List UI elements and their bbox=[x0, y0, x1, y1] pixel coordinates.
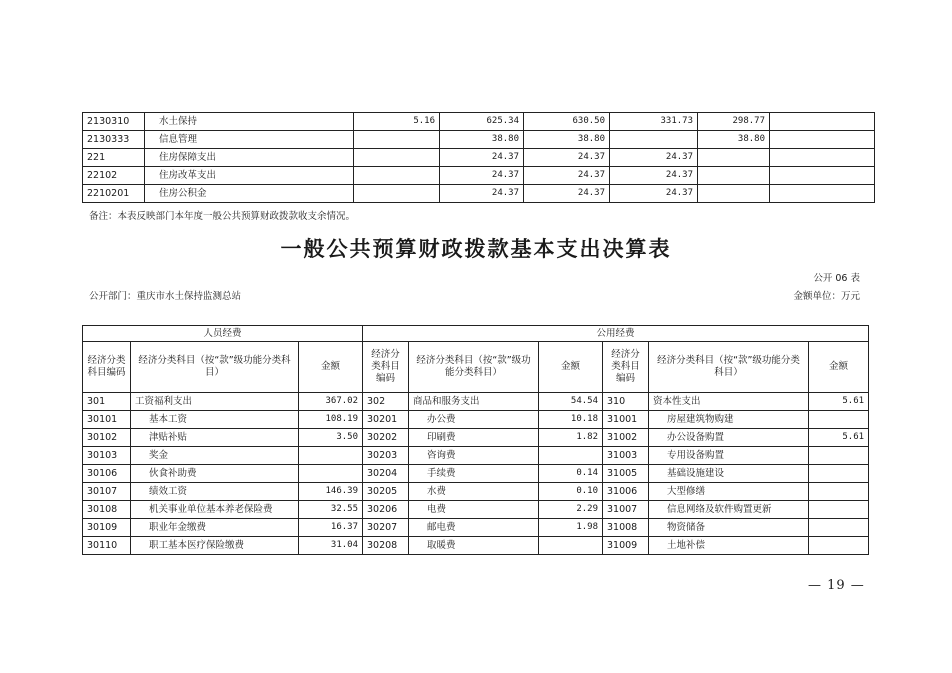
cell-ca bbox=[809, 537, 869, 555]
cell-c1 bbox=[354, 131, 440, 149]
cell-c6 bbox=[770, 113, 875, 131]
group-public: 公用经费 bbox=[363, 326, 869, 342]
cell-pn: 津贴补贴 bbox=[131, 429, 299, 447]
cell-name: 住房保障支出 bbox=[145, 149, 354, 167]
cell-un: 办公费 bbox=[409, 411, 539, 429]
cell-ua: 54.54 bbox=[539, 393, 603, 411]
cell-cc: 31001 bbox=[603, 411, 649, 429]
cell-c5: 38.80 bbox=[698, 131, 770, 149]
cell-c3: 24.37 bbox=[524, 149, 610, 167]
cell-pa: 146.39 bbox=[299, 483, 363, 501]
cell-uc: 30202 bbox=[363, 429, 409, 447]
header-code: 经济分类科目编码 bbox=[363, 342, 409, 393]
header-amount: 金额 bbox=[809, 342, 869, 393]
cell-c6 bbox=[770, 131, 875, 149]
cell-c1 bbox=[354, 149, 440, 167]
top-table bbox=[82, 112, 875, 203]
table-row bbox=[83, 411, 869, 429]
cell-uc: 30206 bbox=[363, 501, 409, 519]
cell-cn: 专用设备购置 bbox=[649, 447, 809, 465]
cell-pn: 职工基本医疗保险缴费 bbox=[131, 537, 299, 555]
cell-un: 商品和服务支出 bbox=[409, 393, 539, 411]
cell-code: 22102 bbox=[83, 167, 145, 185]
cell-c5 bbox=[698, 167, 770, 185]
cell-c1 bbox=[354, 167, 440, 185]
cell-ua: 1.98 bbox=[539, 519, 603, 537]
cell-pa: 31.04 bbox=[299, 537, 363, 555]
cell-c1: 5.16 bbox=[354, 113, 440, 131]
cell-ua: 0.10 bbox=[539, 483, 603, 501]
header-amount: 金额 bbox=[539, 342, 603, 393]
department-label: 公开部门：重庆市水土保持监测总站 bbox=[89, 291, 242, 302]
cell-ua: 1.82 bbox=[539, 429, 603, 447]
cell-un: 咨询费 bbox=[409, 447, 539, 465]
cell-pc: 30101 bbox=[83, 411, 131, 429]
cell-cn: 信息网络及软件购置更新 bbox=[649, 501, 809, 519]
table-row bbox=[83, 429, 869, 447]
column-header-row bbox=[83, 342, 869, 393]
cell-uc: 30208 bbox=[363, 537, 409, 555]
cell-cn: 房屋建筑物购建 bbox=[649, 411, 809, 429]
cell-c2: 38.80 bbox=[440, 131, 524, 149]
cell-c6 bbox=[770, 149, 875, 167]
header-amount: 金额 bbox=[299, 342, 363, 393]
cell-pa: 3.50 bbox=[299, 429, 363, 447]
top-table-body bbox=[83, 113, 875, 203]
cell-cc: 31008 bbox=[603, 519, 649, 537]
cell-ca bbox=[809, 465, 869, 483]
table-row bbox=[83, 393, 869, 411]
cell-cn: 办公设备购置 bbox=[649, 429, 809, 447]
cell-c5 bbox=[698, 185, 770, 203]
cell-pa: 32.55 bbox=[299, 501, 363, 519]
header-code: 经济分类科目编码 bbox=[83, 342, 131, 393]
cell-c4: 331.73 bbox=[610, 113, 698, 131]
cell-c4 bbox=[610, 131, 698, 149]
cell-pn: 基本工资 bbox=[131, 411, 299, 429]
cell-un: 邮电费 bbox=[409, 519, 539, 537]
cell-pc: 30102 bbox=[83, 429, 131, 447]
table-row bbox=[83, 447, 869, 465]
cell-c4: 24.37 bbox=[610, 185, 698, 203]
cell-ua: 0.14 bbox=[539, 465, 603, 483]
cell-cc: 31009 bbox=[603, 537, 649, 555]
cell-c5: 298.77 bbox=[698, 113, 770, 131]
header-name: 经济分类科目（按“款”级功能分类科目） bbox=[131, 342, 299, 393]
page-title: 一般公共预算财政拨款基本支出决算表 bbox=[280, 236, 672, 261]
cell-un: 手续费 bbox=[409, 465, 539, 483]
cell-cn: 物资储备 bbox=[649, 519, 809, 537]
table-row bbox=[83, 185, 875, 203]
cell-c6 bbox=[770, 167, 875, 185]
cell-ua bbox=[539, 447, 603, 465]
cell-pn: 奖金 bbox=[131, 447, 299, 465]
cell-uc: 30205 bbox=[363, 483, 409, 501]
cell-c4: 24.37 bbox=[610, 149, 698, 167]
cell-un: 电费 bbox=[409, 501, 539, 519]
main-table bbox=[82, 325, 869, 555]
cell-pn: 绩效工资 bbox=[131, 483, 299, 501]
cell-pn: 伙食补助费 bbox=[131, 465, 299, 483]
cell-cc: 31002 bbox=[603, 429, 649, 447]
cell-uc: 30207 bbox=[363, 519, 409, 537]
cell-ca bbox=[809, 483, 869, 501]
cell-cc: 31005 bbox=[603, 465, 649, 483]
cell-pa bbox=[299, 465, 363, 483]
cell-uc: 30203 bbox=[363, 447, 409, 465]
cell-ca bbox=[809, 447, 869, 465]
cell-cc: 31006 bbox=[603, 483, 649, 501]
cell-c5 bbox=[698, 149, 770, 167]
cell-code: 2210201 bbox=[83, 185, 145, 203]
cell-c2: 625.34 bbox=[440, 113, 524, 131]
cell-pn: 工资福利支出 bbox=[131, 393, 299, 411]
cell-uc: 30204 bbox=[363, 465, 409, 483]
table-row bbox=[83, 167, 875, 185]
cell-pc: 301 bbox=[83, 393, 131, 411]
cell-cn: 土地补偿 bbox=[649, 537, 809, 555]
cell-ua bbox=[539, 537, 603, 555]
cell-ca bbox=[809, 519, 869, 537]
table-row bbox=[83, 537, 869, 555]
cell-cc: 31007 bbox=[603, 501, 649, 519]
cell-ua: 10.18 bbox=[539, 411, 603, 429]
cell-c6 bbox=[770, 185, 875, 203]
cell-code: 2130310 bbox=[83, 113, 145, 131]
table-row bbox=[83, 149, 875, 167]
cell-ca: 5.61 bbox=[809, 393, 869, 411]
page-number: — 19 — bbox=[808, 578, 865, 593]
table-row bbox=[83, 113, 875, 131]
unit-label: 金额单位：万元 bbox=[793, 291, 860, 302]
cell-c3: 630.50 bbox=[524, 113, 610, 131]
cell-cn: 大型修缮 bbox=[649, 483, 809, 501]
cell-cc: 31003 bbox=[603, 447, 649, 465]
cell-pa: 367.02 bbox=[299, 393, 363, 411]
cell-pc: 30107 bbox=[83, 483, 131, 501]
cell-pc: 30103 bbox=[83, 447, 131, 465]
table-row bbox=[83, 519, 869, 537]
cell-pa: 16.37 bbox=[299, 519, 363, 537]
header-name: 经济分类科目（按“款”级功能分类科目） bbox=[649, 342, 809, 393]
cell-ca bbox=[809, 501, 869, 519]
cell-pc: 30106 bbox=[83, 465, 131, 483]
table-row bbox=[83, 483, 869, 501]
cell-c2: 24.37 bbox=[440, 167, 524, 185]
cell-pa bbox=[299, 447, 363, 465]
cell-ca bbox=[809, 411, 869, 429]
cell-code: 221 bbox=[83, 149, 145, 167]
table-row bbox=[83, 501, 869, 519]
cell-name: 住房改革支出 bbox=[145, 167, 354, 185]
cell-c4: 24.37 bbox=[610, 167, 698, 185]
cell-name: 水土保持 bbox=[145, 113, 354, 131]
header-code: 经济分类科目编码 bbox=[603, 342, 649, 393]
cell-ca: 5.61 bbox=[809, 429, 869, 447]
cell-uc: 30201 bbox=[363, 411, 409, 429]
group-header-row bbox=[83, 326, 869, 342]
cell-c3: 24.37 bbox=[524, 167, 610, 185]
header-name: 经济分类科目（按“款”级功能分类科目） bbox=[409, 342, 539, 393]
cell-c3: 38.80 bbox=[524, 131, 610, 149]
cell-pn: 机关事业单位基本养老保险费 bbox=[131, 501, 299, 519]
cell-pc: 30108 bbox=[83, 501, 131, 519]
cell-name: 住房公积金 bbox=[145, 185, 354, 203]
table-row bbox=[83, 465, 869, 483]
cell-un: 取暖费 bbox=[409, 537, 539, 555]
table-row bbox=[83, 131, 875, 149]
group-personnel: 人员经费 bbox=[83, 326, 363, 342]
form-number: 公开 06 表 bbox=[813, 273, 860, 284]
cell-pc: 30109 bbox=[83, 519, 131, 537]
cell-c2: 24.37 bbox=[440, 185, 524, 203]
cell-uc: 302 bbox=[363, 393, 409, 411]
cell-ua: 2.29 bbox=[539, 501, 603, 519]
cell-un: 印刷费 bbox=[409, 429, 539, 447]
cell-pc: 30110 bbox=[83, 537, 131, 555]
cell-name: 信息管理 bbox=[145, 131, 354, 149]
main-table-body bbox=[83, 393, 869, 555]
cell-cn: 基础设施建设 bbox=[649, 465, 809, 483]
cell-c2: 24.37 bbox=[440, 149, 524, 167]
cell-un: 水费 bbox=[409, 483, 539, 501]
cell-cc: 310 bbox=[603, 393, 649, 411]
cell-c1 bbox=[354, 185, 440, 203]
cell-pa: 108.19 bbox=[299, 411, 363, 429]
cell-c3: 24.37 bbox=[524, 185, 610, 203]
cell-pn: 职业年金缴费 bbox=[131, 519, 299, 537]
cell-cn: 资本性支出 bbox=[649, 393, 809, 411]
table-note: 备注：本表反映部门本年度一般公共预算财政拨款收支余情况。 bbox=[89, 211, 356, 222]
cell-code: 2130333 bbox=[83, 131, 145, 149]
